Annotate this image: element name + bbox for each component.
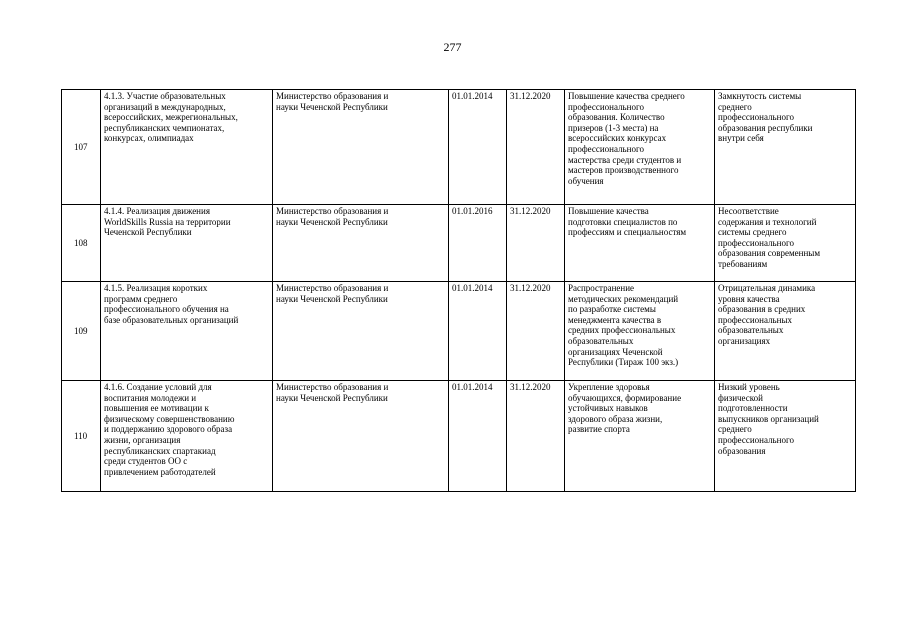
end-date-cell: 31.12.2020 [507, 90, 565, 205]
activity-cell [101, 282, 273, 381]
risk-cell [715, 90, 856, 205]
executor-cell [273, 205, 449, 282]
activity-cell [101, 205, 273, 282]
result-text: Укрепление здоровья обучающихся, формирование устойчивых навыков здорового образа жизни, развитие спорта [568, 382, 682, 435]
activity-text: 4.1.3. Участие образовательных организаций в международных, всероссийских, межрегиональных, республиканских чемпионатах, конкурсах, олимпиадах [104, 91, 238, 144]
result-text: Распространение методических рекомендаций по разработке системы менеджмента качества в средних профессиональных образовательных организациях Чеченской Республики (Тираж 100 экз.) [568, 283, 679, 368]
executor-text: Министерство образования и науки Чеченской Республики [276, 206, 389, 227]
page-number: 277 [443, 40, 462, 54]
risk-text: Замкнутость системы среднего профессионального образования республики внутри себя [718, 91, 813, 144]
result-cell [565, 282, 715, 381]
end-date-cell: 31.12.2020 [507, 205, 565, 282]
activities-table [61, 89, 856, 492]
executor-text: Министерство образования и науки Чеченской Республики [276, 91, 389, 112]
executor-cell [273, 381, 449, 492]
start-date-cell: 01.01.2014 [449, 90, 507, 205]
row-number: 109 [62, 282, 101, 381]
executor-cell [273, 282, 449, 381]
table-row [62, 205, 856, 282]
row-number: 108 [62, 205, 101, 282]
result-cell [565, 381, 715, 492]
risk-text: Отрицательная динамика уровня качества образования в средних профессиональных образовательных организациях [718, 283, 816, 347]
table-row [62, 90, 856, 205]
risk-cell [715, 282, 856, 381]
executor-text: Министерство образования и науки Чеченской Республики [276, 382, 389, 403]
end-date-cell: 31.12.2020 [507, 282, 565, 381]
risk-text: Низкий уровень физической подготовленности выпускников организаций среднего профессионального образования [718, 382, 819, 456]
risk-text: Несоответствие содержания и технологий системы среднего профессионального образования современным требованиям [718, 206, 821, 270]
result-cell [565, 90, 715, 205]
activity-cell [101, 90, 273, 205]
start-date-cell: 01.01.2016 [449, 205, 507, 282]
table-row [62, 381, 856, 492]
result-text: Повышение качества подготовки специалистов по профессиям и специальностям [568, 206, 687, 238]
row-number: 110 [62, 381, 101, 492]
end-date-cell: 31.12.2020 [507, 381, 565, 492]
activity-cell [101, 381, 273, 492]
result-cell [565, 205, 715, 282]
row-number: 107 [62, 90, 101, 205]
start-date-cell: 01.01.2014 [449, 381, 507, 492]
executor-text: Министерство образования и науки Чеченской Республики [276, 283, 389, 304]
risk-cell [715, 381, 856, 492]
result-text: Повышение качества среднего профессионального образования. Количество призеров (1-3 места) на всероссийских конкурсах профессионального мастерства среди студентов и мастеров производственного обучения [568, 91, 685, 186]
start-date-cell: 01.01.2014 [449, 282, 507, 381]
activity-text: 4.1.5. Реализация коротких программ среднего профессионального обучения на базе образовательных организаций [104, 283, 239, 325]
activity-text: 4.1.6. Создание условий для воспитания молодежи и повышения ее мотивации к физическому совершенствованию и поддержанию здорового образа жизни, организация республиканских спартакиад среди студентов ОО с привлечением работодателей [104, 382, 235, 477]
risk-cell [715, 205, 856, 282]
activity-text: 4.1.4. Реализация движения WorldSkills Russia на территории Чеченской Республики [104, 206, 231, 238]
table-row [62, 282, 856, 381]
executor-cell [273, 90, 449, 205]
